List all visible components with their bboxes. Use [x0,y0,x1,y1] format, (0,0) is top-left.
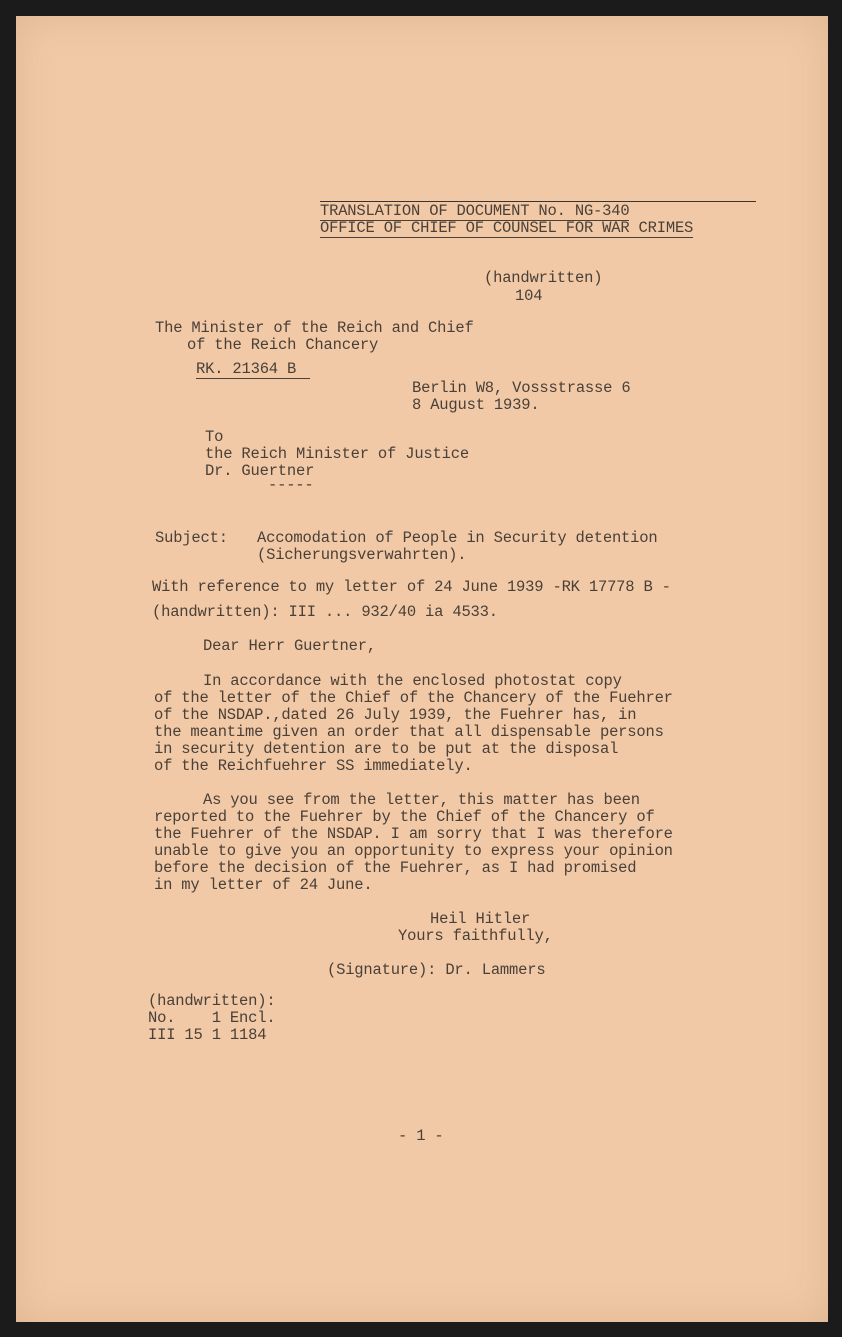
paragraph-1-line: in security detention are to be put at the disposal [154,740,619,758]
paragraph-2-line: As you see from the letter, this matter has been [203,791,640,809]
paragraph-1-line: of the NSDAP.,dated 26 July 1939, the Fuehrer has, in [154,706,637,724]
salutation: Dear Herr Guertner, [203,637,376,655]
footer-file-number: III 15 1 1184 [148,1026,267,1044]
paragraph-2-line: in my letter of 24 June. [154,876,373,894]
closing-phrase: Yours faithfully, [398,927,553,945]
closing-greeting: Heil Hitler [430,910,531,928]
subject-line-1: Accomodation of People in Security detention [257,529,658,547]
paragraph-2-line: before the decision of the Fuehrer, as I had promised [154,859,637,877]
paragraph-1-line: the meantime given an order that all dispensable persons [154,723,664,741]
paragraph-2-line: the Fuehrer of the NSDAP. I am sorry that I was therefore [154,825,673,843]
paragraph-2-line: unable to give you an opportunity to express your opinion [154,842,673,860]
handwritten-note: (handwritten) [484,269,603,287]
recipient-to: To [205,428,224,446]
document-number: 104 [515,287,543,305]
signature-line: (Signature): Dr. Lammers [327,961,546,979]
footer-enclosure: No. 1 Encl. [148,1009,276,1027]
paragraph-1-line: of the Reichfuehrer SS immediately. [154,757,473,775]
letter-date: 8 August 1939. [412,396,540,414]
recipient-dashes: ----- [268,476,314,494]
recipient-line-2: Dr. Guertner [205,462,315,480]
recipient-line-1: the Reich Minister of Justice [205,445,469,463]
reference-number: RK. 21364 B [196,361,310,379]
sender-line-1: The Minister of the Reich and Chief [155,319,474,337]
sender-line-2: of the Reich Chancery [187,336,379,354]
footer-handwritten-label: (handwritten): [148,992,276,1010]
paragraph-1-line: In accordance with the enclosed photostat copy [203,672,622,690]
reference-line-1: With reference to my letter of 24 June 1939 -RK 17778 B - [152,578,671,596]
header-title: TRANSLATION OF DOCUMENT No. NG-340 [320,202,630,220]
page-number: - 1 - [398,1127,444,1145]
subject-label: Subject: [155,529,228,547]
paragraph-2-line: reported to the Fuehrer by the Chief of the Chancery of [154,808,655,826]
subject-line-2: (Sicherungsverwahrten). [257,546,467,564]
sender-address: Berlin W8, Vossstrasse 6 [412,379,631,397]
reference-line-2: (handwritten): III ... 932/40 ia 4533. [152,603,498,621]
paragraph-1-line: of the letter of the Chief of the Chancery of the Fuehrer [154,689,673,707]
header-subtitle: OFFICE OF CHIEF OF COUNSEL FOR WAR CRIMES [320,219,694,237]
